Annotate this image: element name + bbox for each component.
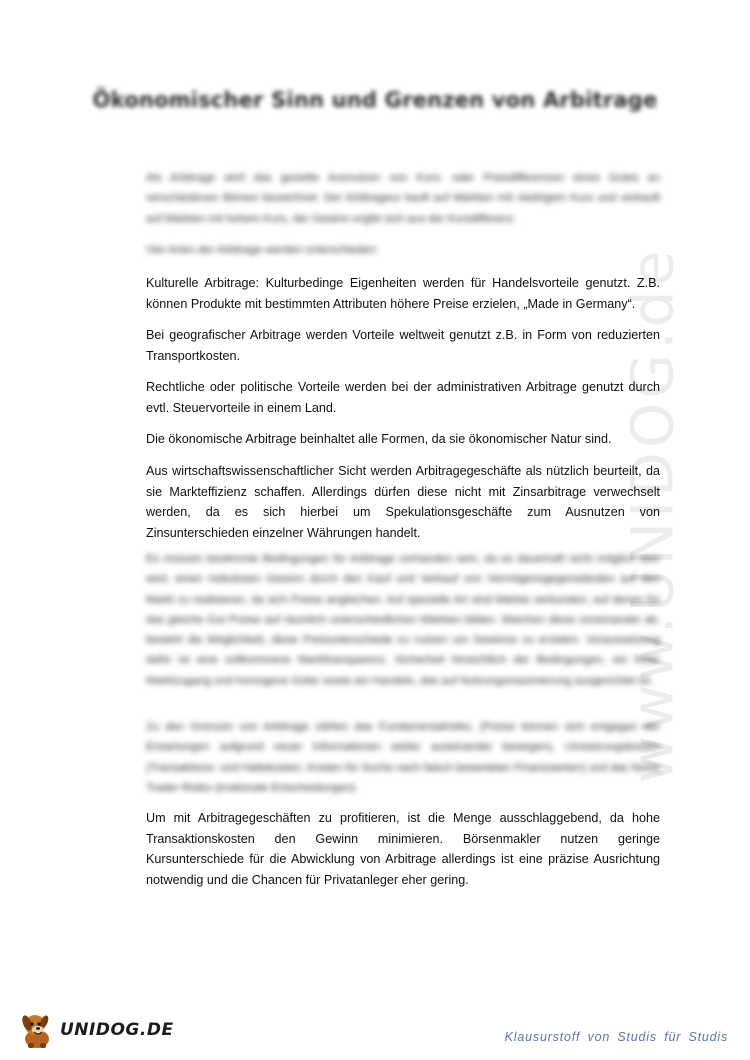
footer-slogan: Klausurstoff von Studis für Studis xyxy=(504,1030,728,1044)
watermark-text: www.UNIDOG.de xyxy=(618,246,686,784)
dog-mascot-icon xyxy=(18,1010,58,1050)
paragraph-profit-conclusion: Um mit Arbitragegeschäften zu profitieren, ist die Menge ausschlaggebend, da hohe Transaktionskosten den Gewinn minimieren. Börsenmakler nutzen geringe Kursunterschiede für die Abwicklung von Arbitrage allerdings ist eine präzise Ausrichtung notwendig und die Chancen für Privatanleger eher gering. xyxy=(146,811,660,887)
footer-logo xyxy=(18,1010,174,1050)
paragraph-economic-view: Aus wirtschaftswissenschaftlicher Sicht werden Arbitragegeschäfte als nützlich beurteilt, da sie Markteffizienz schaffen. Allerdings dürfen diese nicht mit Zinsarbitrage verwechselt werden, da es sich hierbei um Spekulationsgeschäfte zum Ausnutzen von Zinsunterschieden einzelner Währungen handelt. xyxy=(146,464,660,540)
paragraph-conditions-blurred: Es müssen bestimmte Bedingungen für Arbitrage vorhanden sein, da es dauerhaft nicht möglich sein wird, einen risikolosen Gewinn durch den Kauf und Verkauf von Vermögensgegenständen auf den Markt zu realisieren, da sich Preise angleichen. Auf spezielle Art sind Märkte verbunden, auf denen für das gleiche Gut Preise auf räumlich unterschiedlichen Märkten bilden. Weichen diese voneinander ab, besteht die Möglichkeit, diese Preisunterschiede zu nutzen um Gewinne zu erzielen. Voraussetzung dafür ist eine vollkommene Markttransparenz, Sicherheit hinsichtlich der Bedingungen, ein freier Marktzugang und homogene Güter sowie ein Handeln, das auf Nutzungsmaximierung ausgerichtet ist. xyxy=(146,553,660,687)
paragraph-economic-arbitrage: Die ökonomische Arbitrage beinhaltet alle Formen, da sie ökonomischer Natur sind. xyxy=(146,432,612,446)
paragraph-administrative-arbitrage: Rechtliche oder politische Vorteile werden bei der administrativen Arbitrage genutzt durch evtl. Steuervorteile in einem Land. xyxy=(146,380,660,415)
paragraph-limits-blurred: Zu den Grenzen von Arbitrage zählen das Fundamentalrisiko, (Preise können sich entgegen der Erwartungen aufgrund neuer Informationen weiter auseinander bewegen), Umsetzungskosten (Transaktions- und Haltekosten, Kosten für Suche nach falsch bewerteten Finanzwerten) und das Noise Trader Risiko (irrationale Entscheidungen). xyxy=(146,721,660,794)
paragraph-geographic-arbitrage: Bei geografischer Arbitrage werden Vorteile weltweit genutzt z.B. in Form von reduzierten Transportkosten. xyxy=(146,328,660,363)
paragraph-types-intro-blurred: Vier Arten der Arbitrage werden unterschieden: xyxy=(146,244,379,256)
paragraph-definition-blurred: Als Arbitrage wird das gezielte Ausnutzen von Kurs- oder Preisdifferenzen eines Gutes an verschiedenen Börsen bezeichnet. Der Arbitrageur kauft auf Märkten mit niedrigem Kurs und verkauft auf Märkten mit hohem Kurs, der Gewinn ergibt sich aus der Kursdifferenz. xyxy=(146,172,660,225)
logo-text: UNIDOG.DE xyxy=(60,1020,174,1040)
document-title: Ökonomischer Sinn und Grenzen von Arbitrage xyxy=(92,88,658,112)
paragraph-cultural-arbitrage: Kulturelle Arbitrage: Kulturbedinge Eigenheiten werden für Handelsvorteile genutzt. Z.B. können Produkte mit bestimmten Attributen höhere Preise erzielen, „Made in Germany“. xyxy=(146,276,660,311)
